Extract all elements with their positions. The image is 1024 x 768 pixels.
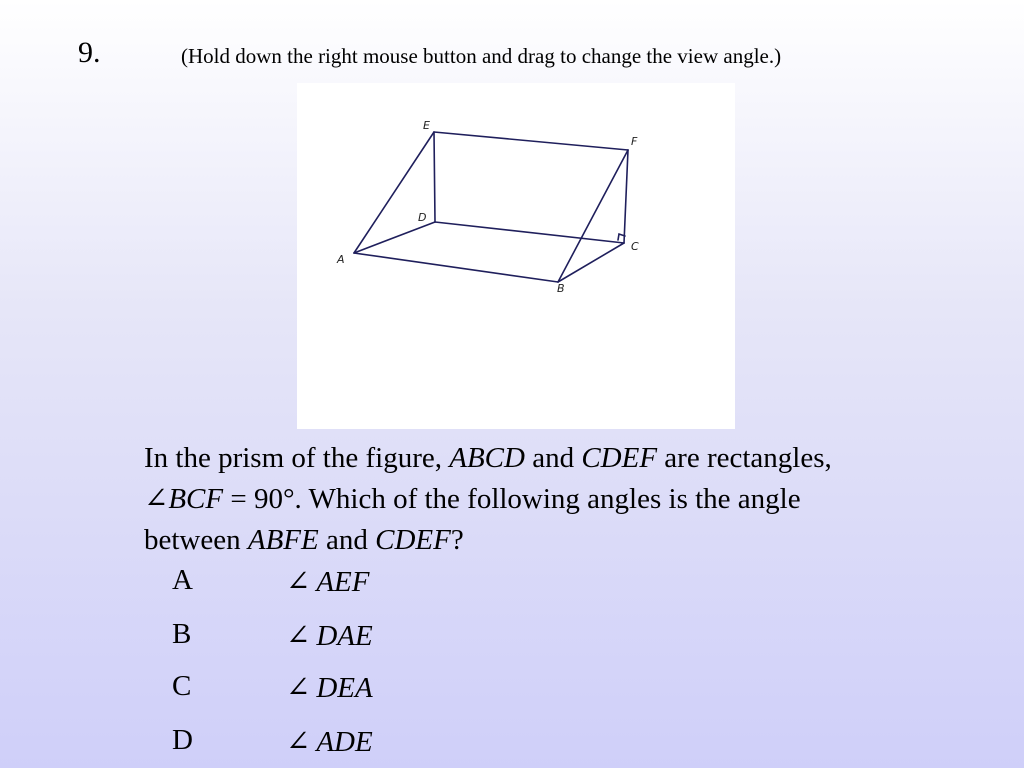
vertex-label-c: C — [631, 240, 639, 253]
vertex-label-a: A — [337, 253, 345, 266]
question-number: 9. — [78, 36, 101, 69]
vertex-label-f: F — [631, 135, 638, 148]
option-b-letter[interactable]: B — [172, 618, 192, 650]
vertex-label-e: E — [423, 119, 430, 132]
option-a-letter[interactable]: A — [172, 564, 193, 596]
prism-figure-viewport[interactable] — [297, 83, 735, 429]
option-d-letter[interactable]: D — [172, 724, 193, 756]
option-a-angle[interactable]: ∠ AEF — [286, 566, 370, 598]
edge-ae — [354, 132, 434, 253]
option-b-angle[interactable]: ∠ DAE — [286, 620, 373, 652]
edge-cd — [435, 222, 624, 243]
option-d-angle[interactable]: ∠ ADE — [286, 726, 373, 758]
question-text: In the prism of the figure, ABCD and CDEF are rectangles, ∠BCF = 90°. Which of the following angles is the angle between ABFE and CDEF? — [144, 442, 832, 556]
edge-de — [434, 132, 435, 222]
option-c-letter[interactable]: C — [172, 670, 192, 702]
prism-diagram — [297, 83, 735, 429]
vertex-label-b: B — [557, 282, 565, 295]
edge-ef — [434, 132, 628, 150]
edge-da — [354, 222, 435, 253]
view-instruction: (Hold down the right mouse button and drag to change the view angle.) — [181, 44, 782, 68]
edge-cf — [624, 150, 628, 243]
vertex-label-d: D — [418, 211, 427, 224]
edge-ab — [354, 253, 558, 282]
option-c-angle[interactable]: ∠ DEA — [286, 672, 373, 704]
